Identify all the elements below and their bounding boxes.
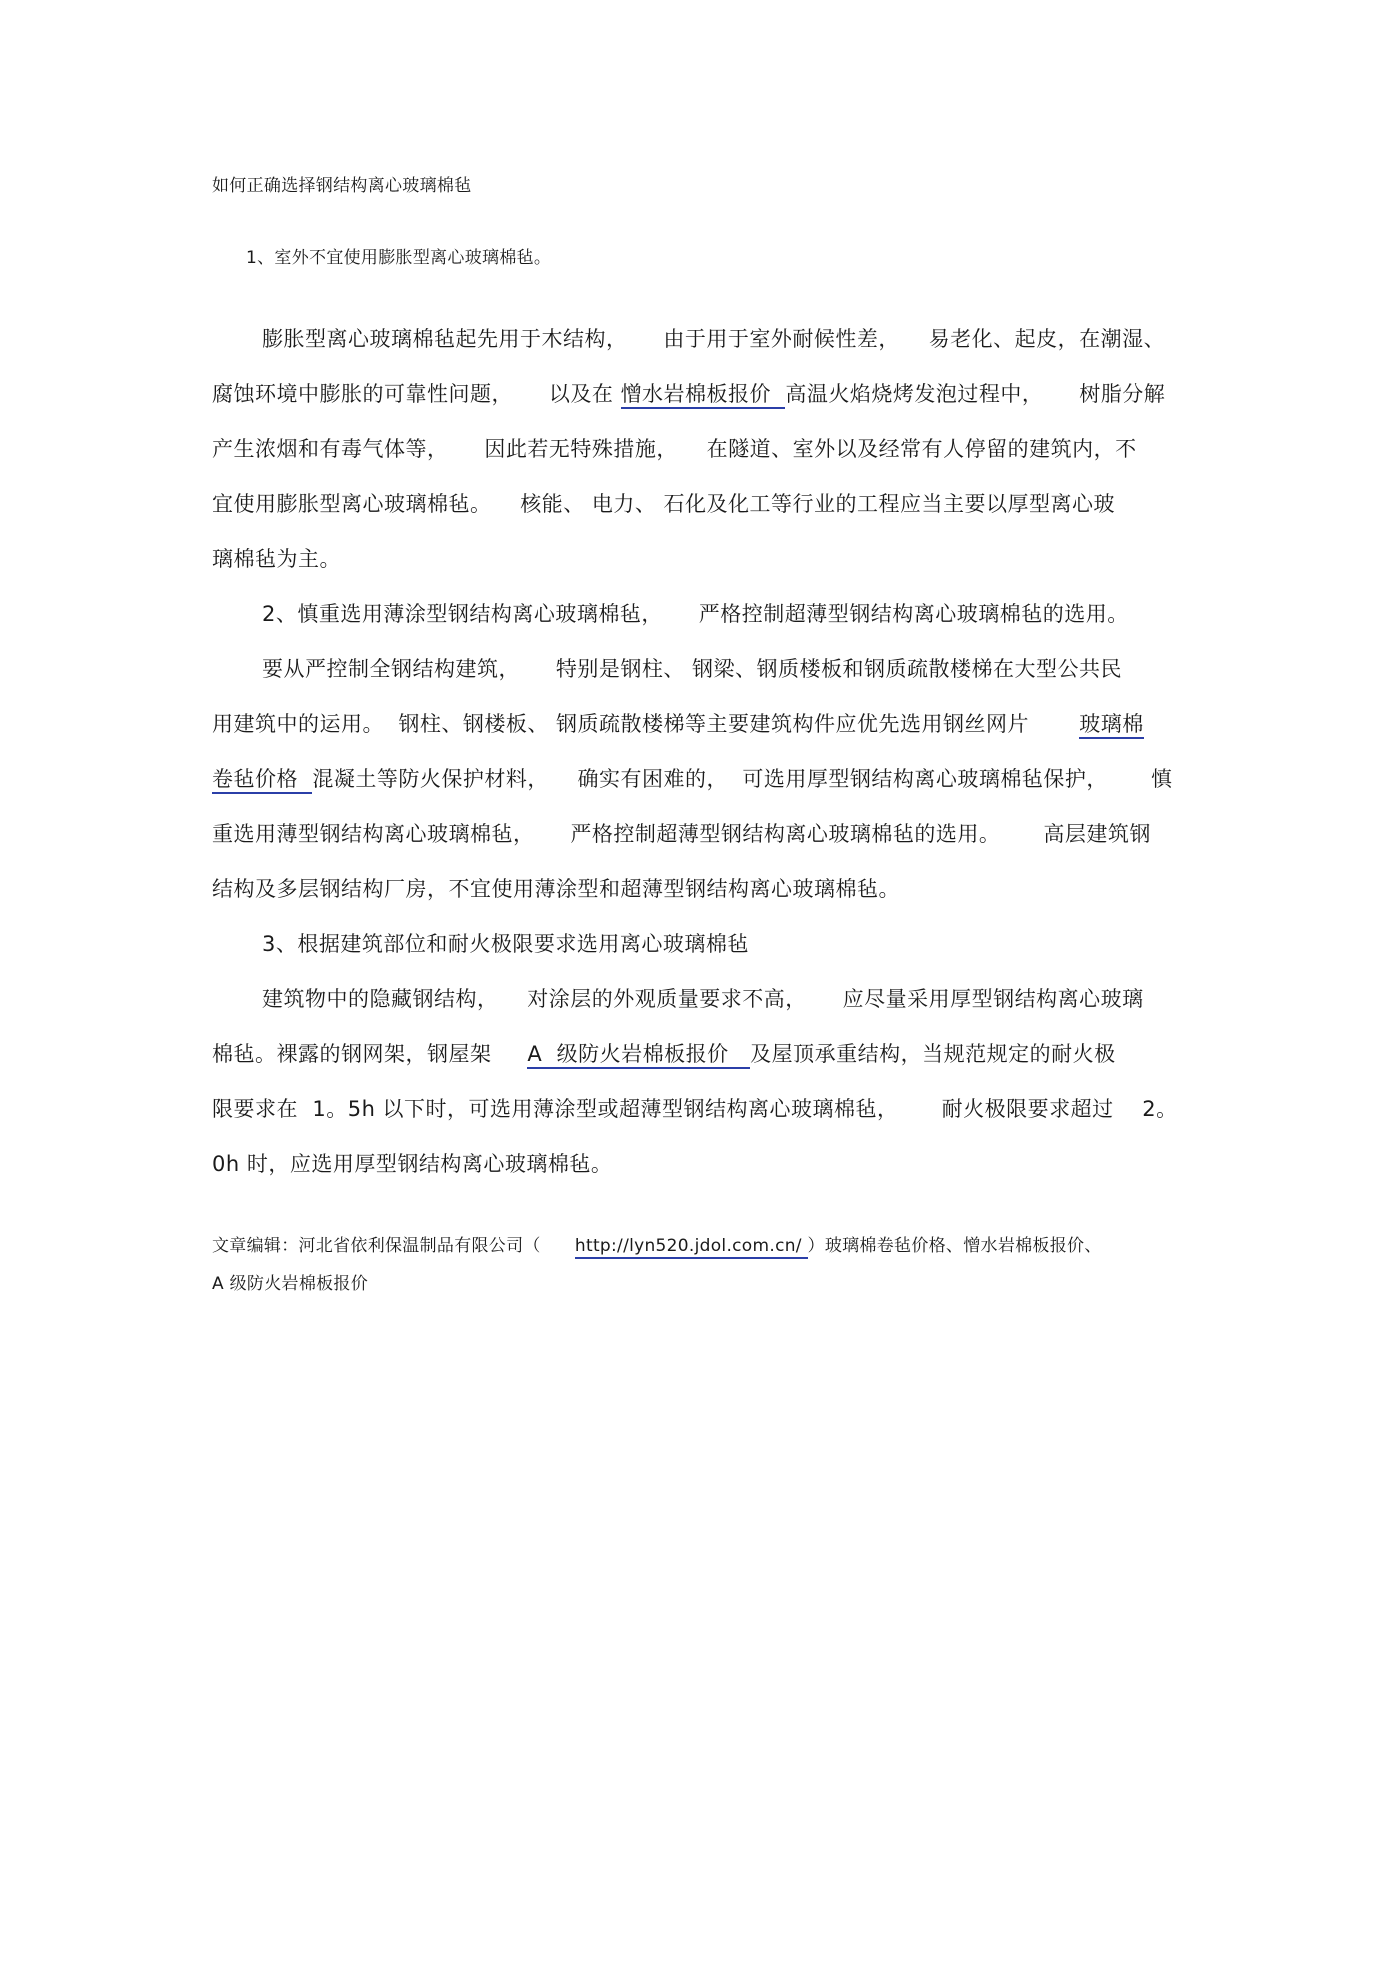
- paragraph-3-line-1: 建筑物中的隐藏钢结构， 对涂层的外观质量要求不高， 应尽量采用厚型钢结构离心玻璃: [262, 987, 1144, 1011]
- footer-editor-text: 文章编辑：河北省依利保温制品有限公司（: [212, 1236, 575, 1256]
- paragraph-3-line-2-text-b: 及屋顶承重结构，当规范规定的耐火极: [750, 1042, 1116, 1066]
- section-2-heading: 2、慎重选用薄涂型钢结构离心玻璃棉毡， 严格控制超薄型钢结构离心玻璃棉毡的选用。: [262, 602, 1129, 626]
- paragraph-2-line-4: 重选用薄型钢结构离心玻璃棉毡， 严格控制超薄型钢结构离心玻璃棉毡的选用。 高层建筑钢: [212, 822, 1151, 846]
- paragraph-1-line-3: 产生浓烟和有毒气体等， 因此若无特殊措施， 在隧道、室外以及经常有人停留的建筑内，不: [212, 437, 1137, 461]
- paragraph-1-line-2: [212, 380, 1165, 408]
- link-glasswool-roll-price-part-2[interactable]: 卷毡价格: [212, 767, 312, 794]
- paragraph-1-line-1: 膨胀型离心玻璃棉毡起先用于木结构， 由于用于室外耐候性差， 易老化、起皮，在潮湿、: [262, 327, 1166, 351]
- section-1-heading: 1、室外不宜使用膨胀型离心玻璃棉毡。: [246, 248, 552, 268]
- document-title: 如何正确选择钢结构离心玻璃棉毡: [212, 176, 472, 196]
- paragraph-3-line-2-text-a: 棉毡。裸露的钢网架，钢屋架: [212, 1042, 528, 1066]
- paragraph-1-line-2-text-b: 高温火焰烧烤发泡过程中， 树脂分解: [785, 382, 1166, 406]
- paragraph-3-line-4: 0h 时，应选用厚型钢结构离心玻璃棉毡。: [212, 1152, 613, 1176]
- footer-website-link[interactable]: http://lyn520.jdol.com.cn/: [575, 1236, 808, 1259]
- paragraph-1-line-5: 璃棉毡为主。: [212, 547, 341, 571]
- footer-keywords-text: ）玻璃棉卷毡价格、憎水岩棉板报价、: [807, 1236, 1102, 1256]
- link-glasswool-roll-price-part-1[interactable]: 玻璃棉: [1079, 712, 1144, 739]
- paragraph-1-line-4: 宜使用膨胀型离心玻璃棉毡。 核能、 电力、 石化及化工等行业的工程应当主要以厚型离心玻: [212, 492, 1116, 516]
- link-a-grade-fireproof-rockwool-price[interactable]: A 级防火岩棉板报价: [527, 1042, 750, 1069]
- footer-line-2: A 级防火岩棉板报价: [212, 1274, 369, 1294]
- paragraph-2-line-3: [212, 765, 1172, 793]
- paragraph-2-line-5: 结构及多层钢结构厂房，不宜使用薄涂型和超薄型钢结构离心玻璃棉毡。: [212, 877, 900, 901]
- paragraph-2-line-3-text: 混凝土等防火保护材料， 确实有困难的， 可选用厚型钢结构离心玻璃棉毡保护， 慎: [312, 767, 1173, 791]
- paragraph-3-line-3: 限要求在 1。5h 以下时，可选用薄涂型或超薄型钢结构离心玻璃棉毡， 耐火极限要求超过 2。: [212, 1097, 1178, 1121]
- footer-line-1: [212, 1234, 1102, 1258]
- paragraph-1-line-2-text-a: 腐蚀环境中膨胀的可靠性问题， 以及在: [212, 382, 621, 406]
- section-3-heading: 3、根据建筑部位和耐火极限要求选用离心玻璃棉毡: [262, 932, 749, 956]
- paragraph-2-line-2-text: 用建筑中的运用。 钢柱、钢楼板、 钢质疏散楼梯等主要建筑构件应优先选用钢丝网片: [212, 712, 1080, 736]
- link-hydrophobic-rockwool-price[interactable]: 憎水岩棉板报价: [621, 382, 786, 409]
- paragraph-2-line-2: [212, 710, 1144, 738]
- paragraph-2-line-1: 要从严控制全钢结构建筑， 特别是钢柱、 钢梁、钢质楼板和钢质疏散楼梯在大型公共民: [262, 657, 1123, 681]
- paragraph-3-line-2: [212, 1040, 1116, 1068]
